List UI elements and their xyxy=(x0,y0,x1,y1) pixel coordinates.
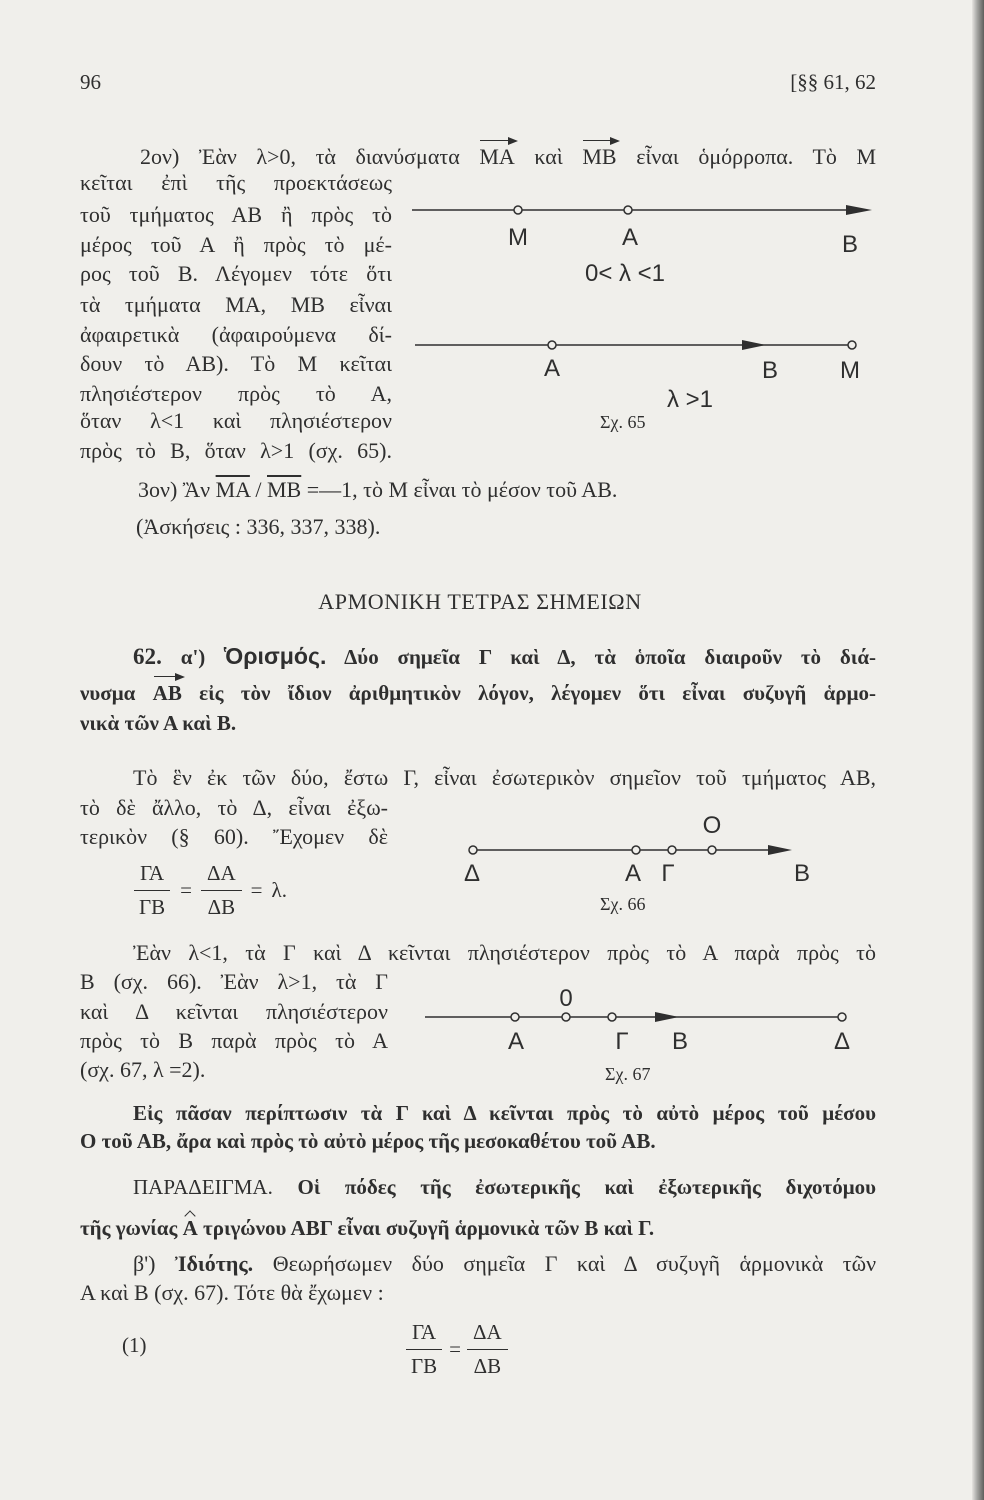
case2-line: μέρος τοῦ Α ἢ πρὸς τὸ μέ- xyxy=(80,232,392,257)
case3-outro: =—1, τὸ Μ εἶναι τὸ μέσον τοῦ ΑΒ. xyxy=(306,477,618,502)
label-o: 0 xyxy=(559,985,573,1012)
equals-sign: = xyxy=(180,877,192,902)
example-first-line xyxy=(133,1174,876,1200)
example-label: ΠΑΡΑΔΕΙΓΜΑ. xyxy=(133,1175,273,1199)
point-marker-g xyxy=(608,1013,616,1021)
case2-line: δουν τὸ ΑΒ). Τὸ Μ κεῖται xyxy=(80,351,392,376)
point-marker-g xyxy=(668,846,676,854)
exercises-reference: (Ἀσκήσεις : 336, 337, 338). xyxy=(136,514,381,539)
case2-line: ἀφαιρετικὰ (ἀφαιρούμενα δί- xyxy=(80,322,392,347)
property-first-line xyxy=(133,1251,876,1277)
label-b: Β xyxy=(793,860,811,887)
figure-66 xyxy=(450,800,830,915)
point-marker-a xyxy=(511,1013,519,1021)
label-b: Β xyxy=(761,357,779,384)
segment-ma: $\overline{MA}$ xyxy=(215,477,250,502)
section-title: ΑΡΜΟΝΙΚΗ ΤΕΤΡΑΣ ΣΗΜΕΙΩΝ xyxy=(318,589,642,614)
subsection-label: α') xyxy=(180,645,206,669)
denominator: ΔΒ xyxy=(473,1353,502,1378)
figure-67 xyxy=(415,975,860,1085)
definition-title: Ὁρισμός. xyxy=(224,643,327,669)
figure-caption: Σχ. 67 xyxy=(605,1064,651,1084)
definition-text: νυσμα xyxy=(80,681,136,705)
section-reference: [§§ 61, 62 xyxy=(790,70,876,94)
example-line xyxy=(80,1215,876,1241)
case2-line: τοῦ τμήματος ΑΒ ἢ πρὸς τὸ xyxy=(80,202,392,227)
vector-ab: ΑΒ xyxy=(152,681,182,705)
example-text: τριγώνου ΑΒΓ εἶναι συζυγῆ ἁρμονικὰ τῶν Β καὶ Γ. xyxy=(203,1216,655,1240)
page-edge-shadow xyxy=(972,0,984,1500)
conclusion-line: Ο τοῦ ΑΒ, ἄρα καὶ πρὸς τὸ αὐτὸ μέρος τῆς μεσοκαθέτου τοῦ ΑΒ. xyxy=(80,1129,656,1153)
label-g: Γ xyxy=(661,860,675,887)
page-number: 96 xyxy=(80,70,101,94)
conclusion-line: Εἰς πᾶσαν περίπτωσιν τὰ Γ καὶ Δ κεῖνται πρὸς τὸ αὐτὸ μέρος τοῦ μέσου xyxy=(133,1101,876,1125)
explanation-line: Τὸ ἓν ἐκ τῶν δύο, ἔστω Γ, εἶναι ἐσωτερικὸν σημεῖον τοῦ τμήματος ΑΒ, xyxy=(133,765,876,790)
harmonic-formula xyxy=(405,1316,508,1382)
label-g: Γ xyxy=(615,1028,629,1055)
arrowhead xyxy=(768,845,792,855)
point-marker-d xyxy=(838,1013,846,1021)
vector-ma: ΜΑ xyxy=(479,144,515,169)
equals-sign: = xyxy=(250,877,263,902)
point-marker-d xyxy=(469,846,477,854)
case2-line: ὅταν λ<1 καὶ πλησιέστερον xyxy=(80,408,392,433)
point-marker-a xyxy=(632,846,640,854)
angle-a: Α xyxy=(182,1216,198,1240)
equals-sign: = xyxy=(449,1336,461,1361)
case2-line: πρὸς τὸ Β, ὅταν λ>1 (σχ. 65). xyxy=(80,438,392,463)
explanation-line: τερικὸν (§ 60). Ἔχομεν δὲ xyxy=(80,824,388,849)
condition-bottom: λ >1 xyxy=(666,386,714,413)
label-b: Β xyxy=(671,1028,689,1055)
position-line: (σχ. 67, λ =2). xyxy=(80,1057,206,1082)
property-title: Ἰδιότης. xyxy=(175,1251,254,1276)
fraction-da-db xyxy=(467,1316,508,1382)
case3-line xyxy=(138,477,838,503)
property-text: Θεωρήσωμεν δύο σημεῖα Γ καὶ Δ συζυγῆ ἁρμονικὰ τῶν xyxy=(272,1251,877,1276)
definition-text: εἰς τὸν ἴδιον ἀριθμητικὸν λόγον, λέγομεν ὅτι εἶναι συζυγῆ ἁρμο- xyxy=(199,681,877,705)
segment-mb: $\overline{MB}$ xyxy=(267,477,302,502)
condition-top: 0< λ <1 xyxy=(584,260,666,287)
definition-line xyxy=(80,680,876,706)
fraction-ga-gb xyxy=(405,1316,443,1382)
numerator: ΓΑ xyxy=(406,1316,442,1350)
label-d: Δ xyxy=(833,1028,851,1055)
example-text: Οἱ πόδες τῆς ἐσωτερικῆς καὶ ἐξωτερικῆς διχοτόμου xyxy=(297,1175,876,1199)
ratio-result: λ. xyxy=(271,877,287,902)
case2-intro: 2ον) Ἐὰν λ>0, τὰ διανύσματα xyxy=(140,144,460,169)
numerator: ΔΑ xyxy=(201,857,242,891)
label-a: Α xyxy=(621,224,639,251)
label-m: Μ xyxy=(840,357,860,384)
denominator: ΔΒ xyxy=(207,894,236,919)
denominator: ΓΒ xyxy=(411,1353,438,1378)
numerator: ΓΑ xyxy=(134,857,170,891)
vector-mb: ΜΒ xyxy=(582,144,617,169)
case2-outro: εἶναι ὁμόρροπα. Τὸ Μ xyxy=(636,144,877,169)
denominator: ΓΒ xyxy=(139,894,166,919)
point-marker-a xyxy=(548,341,556,349)
property-line: Α καὶ Β (σχ. 67). Τότε θὰ ἔχωμεν : xyxy=(80,1280,384,1305)
fraction-ga-gb xyxy=(133,857,171,923)
label-b: Β xyxy=(841,231,859,258)
figure-65 xyxy=(400,190,880,435)
definition-line: νικὰ τῶν Α καὶ Β. xyxy=(80,711,237,735)
case3-intro: 3ον) Ἂν xyxy=(138,477,211,502)
case2-first-line xyxy=(140,144,876,170)
point-marker-a xyxy=(624,206,632,214)
label-o: Ο xyxy=(702,812,722,839)
slash: / xyxy=(255,477,262,502)
point-marker-o xyxy=(562,1013,570,1021)
arrowhead xyxy=(655,1012,679,1022)
example-text: τῆς γωνίας xyxy=(80,1216,178,1240)
case2-line: τὰ τμήματα ΜΑ, ΜΒ εἶναι xyxy=(80,292,392,317)
label-d: Δ xyxy=(463,860,481,887)
position-line: καὶ Δ κεῖνται πλησιέστερον xyxy=(80,999,388,1024)
position-line: Β (σχ. 66). Ἐὰν λ>1, τὰ Γ xyxy=(80,969,388,994)
case2-line: πλησιέστερον πρὸς τὸ Α, xyxy=(80,381,392,406)
point-marker-o xyxy=(708,846,716,854)
explanation-line: τὸ δὲ ἄλλο, τὸ Δ, εἶναι ἐξω- xyxy=(80,795,388,820)
figure-caption: Σχ. 66 xyxy=(600,894,646,914)
label-a: Α xyxy=(507,1028,525,1055)
fraction-da-db xyxy=(201,857,242,923)
label-a: Α xyxy=(624,860,642,887)
arrowhead xyxy=(742,340,766,350)
numerator: ΔΑ xyxy=(467,1316,508,1350)
paragraph-number: 62. xyxy=(133,643,162,669)
definition-first-line xyxy=(133,643,876,669)
ratio-formula xyxy=(133,857,287,923)
equation-label: (1) xyxy=(122,1333,147,1357)
case2-conj: καὶ xyxy=(534,144,563,169)
position-line: πρὸς τὸ Β παρὰ πρὸς τὸ Α xyxy=(80,1028,388,1053)
subsection-label: β') xyxy=(133,1251,156,1276)
point-marker-m xyxy=(514,206,522,214)
figure-caption: Σχ. 65 xyxy=(600,412,646,432)
label-a: Α xyxy=(543,355,561,382)
label-m: Μ xyxy=(508,224,528,251)
position-line: Ἐὰν λ<1, τὰ Γ καὶ Δ κεῖνται πλησιέστερον πρὸς τὸ Α παρὰ πρὸς τὸ xyxy=(133,940,876,965)
point-marker-m xyxy=(848,341,856,349)
case2-line: ρος τοῦ Β. Λέγομεν τότε ὅτι xyxy=(80,261,392,286)
case2-line: κεῖται ἐπὶ τῆς προεκτάσεως xyxy=(80,170,392,195)
arrowhead xyxy=(846,205,872,215)
definition-text: Δύο σημεῖα Γ καὶ Δ, τὰ ὁποῖα διαιροῦν τὸ διά- xyxy=(344,645,877,669)
